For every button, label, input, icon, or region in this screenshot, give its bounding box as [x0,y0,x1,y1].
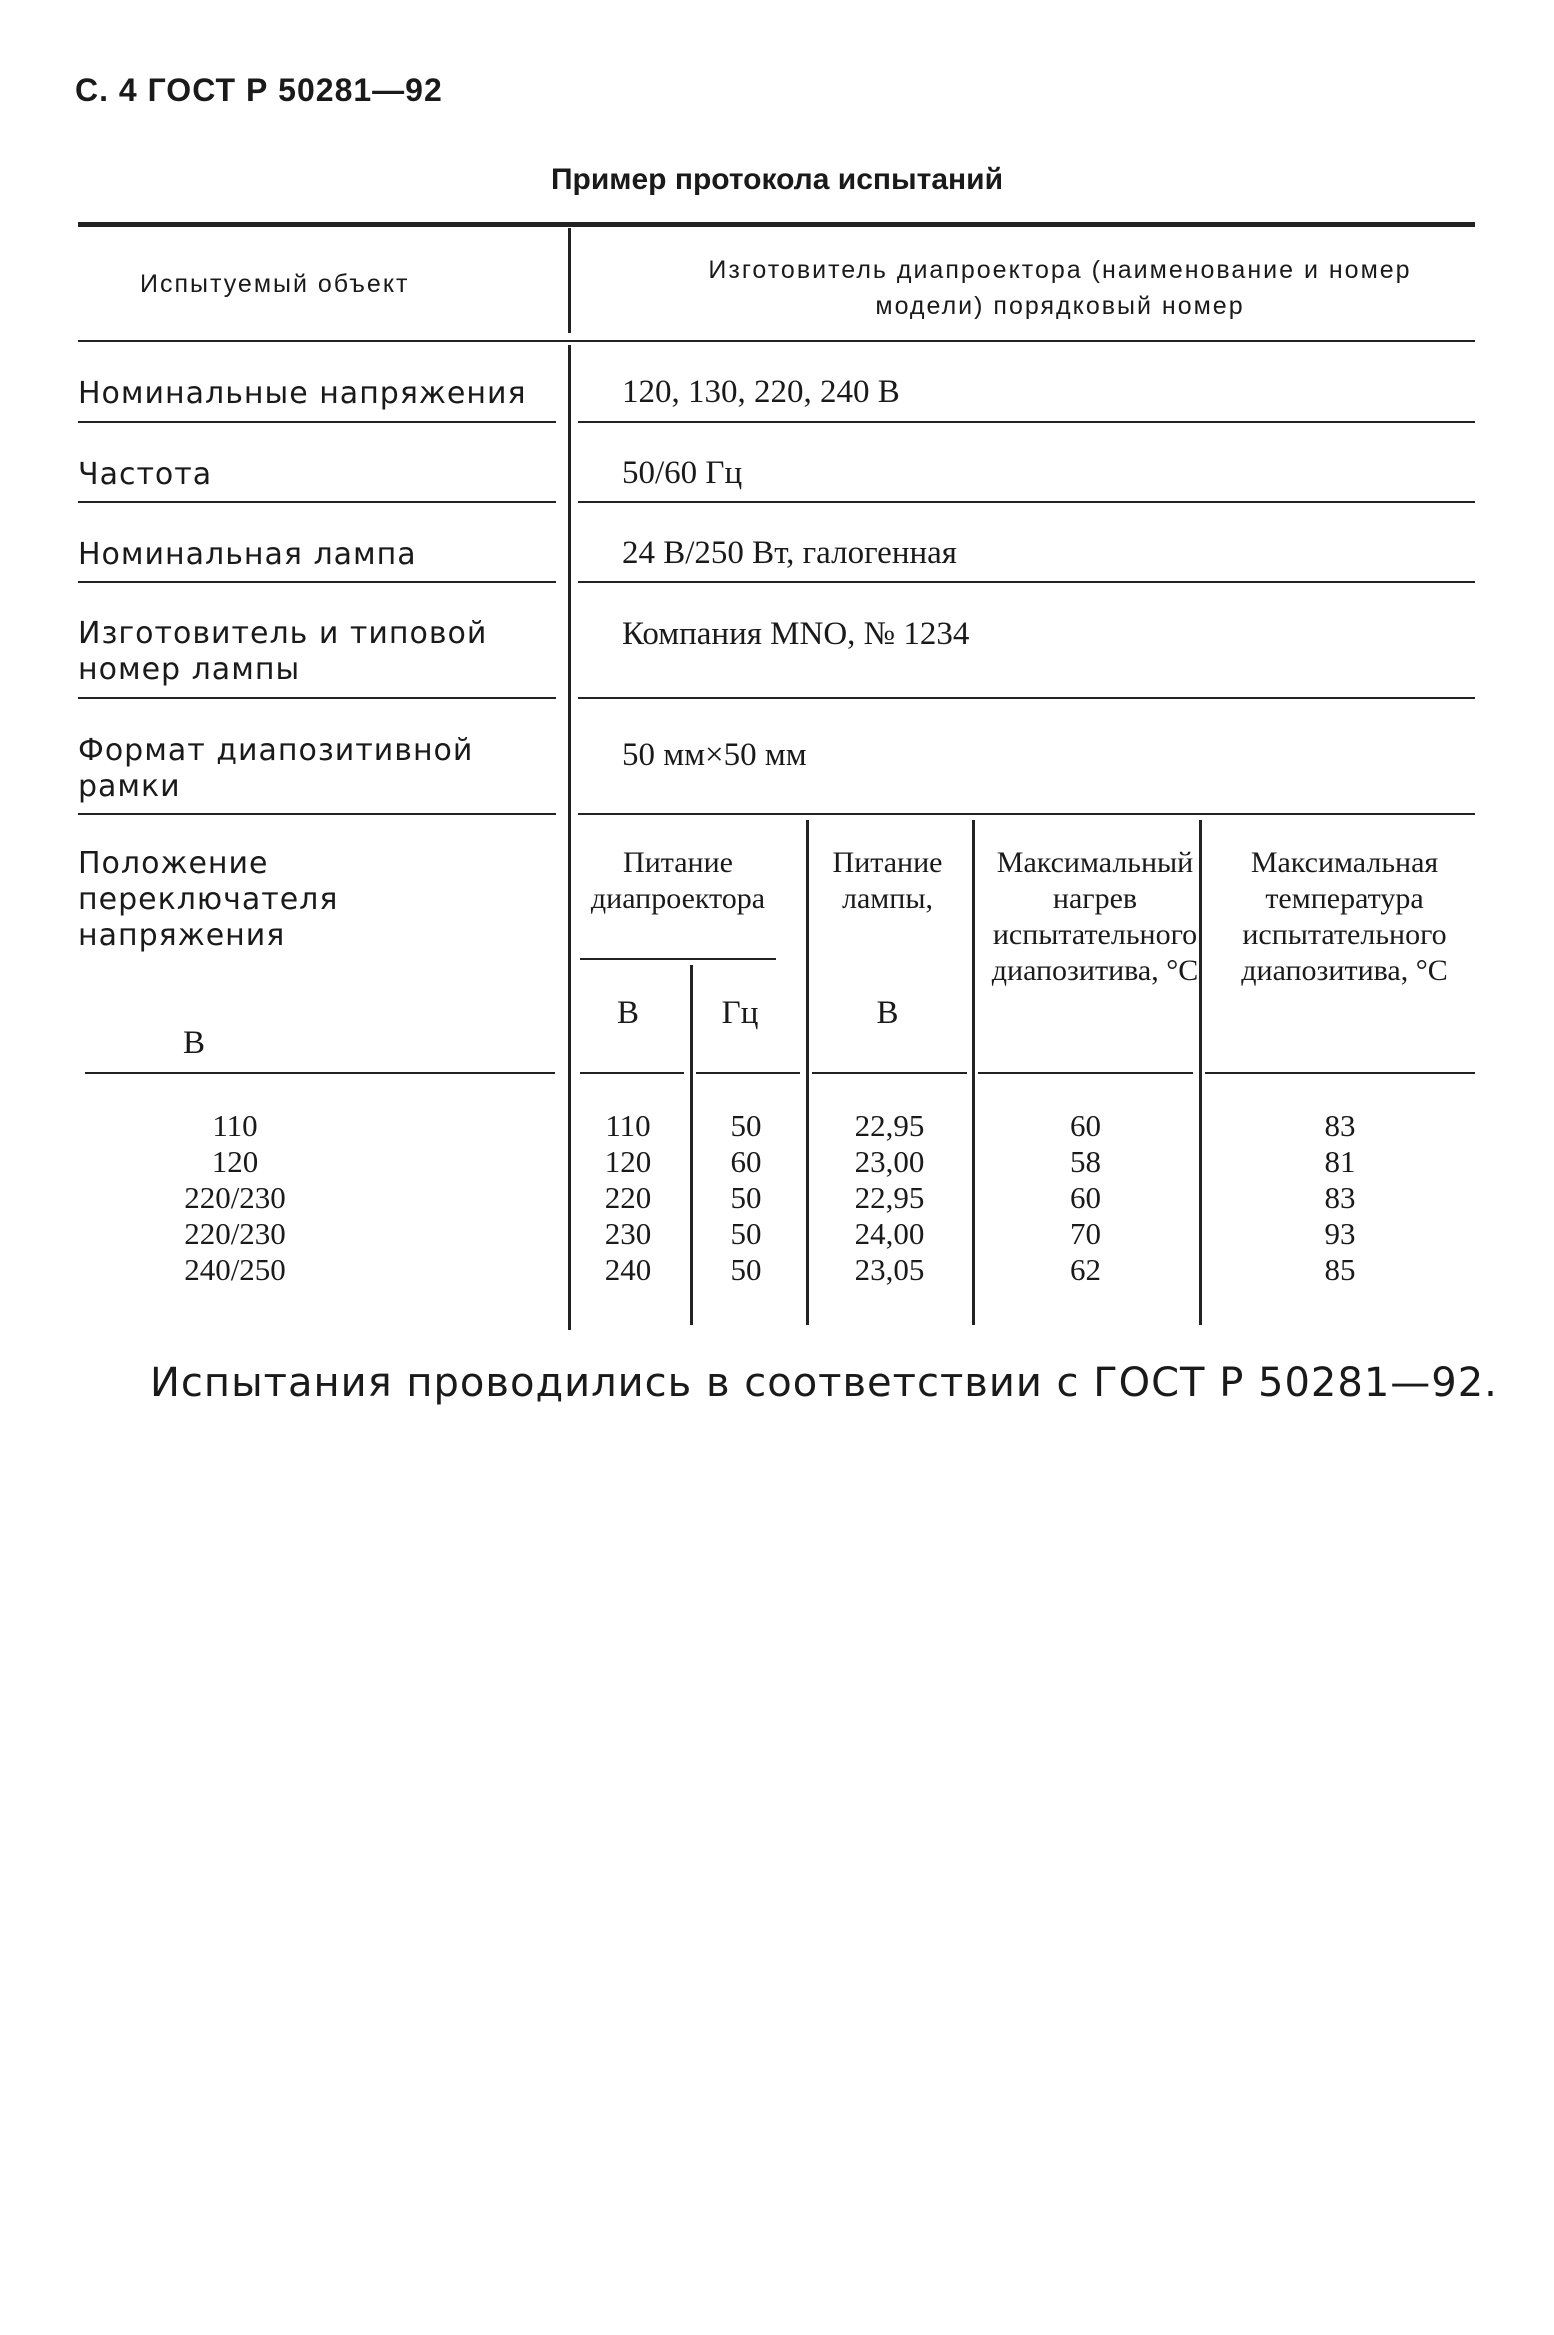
param-value: 120, 130, 220, 240 В [622,374,900,410]
cell-max-heating: 60 [1070,1108,1101,1143]
row-rule [78,697,556,699]
param-value: 50 мм×50 мм [622,737,807,773]
cell-lamp-v: 23,00 [854,1144,925,1179]
table-header-rule [580,1072,684,1074]
cell-max-temp: 81 [1324,1144,1356,1179]
table-header-rule [696,1072,800,1074]
row-rule [578,421,1475,423]
cell-switch: 220/230 [184,1180,286,1215]
header-bottom-rule [78,340,1475,342]
row-rule [578,501,1475,503]
cell-switch: 220/230 [184,1216,286,1251]
lamp-supply-header: Питание лампы, [832,846,943,915]
row-rule [78,813,556,815]
cell-max-temp: 85 [1324,1252,1356,1287]
table-header-rule [978,1072,1193,1074]
page-header: С. 4 ГОСТ Р 50281—92 [75,72,443,108]
cell-lamp-v: 22,95 [854,1180,925,1215]
projector-supply-header: Питание диапроектора [590,846,766,915]
cell-lamp-v: 22,95 [854,1108,925,1143]
row-rule [578,813,1475,815]
cell-projector-hz: 50 [730,1216,762,1251]
cell-projector-hz: 60 [730,1144,762,1179]
col-divider [1199,820,1202,1325]
switch-header: Положение переключателя напряжения [78,846,339,953]
cell-switch: 240/250 [184,1252,286,1287]
cell-projector-hz: 50 [730,1252,762,1287]
col-divider [806,820,809,1325]
max-temp-header: Максимальная температура испытательного диапозитива, °С [1241,846,1448,987]
param-label: Номинальная лампа [78,537,417,572]
cell-projector-v: 220 [604,1180,652,1215]
param-label: Формат диапозитивной рамки [78,733,474,804]
cell-switch: 110 [212,1108,258,1143]
col-divider [690,965,693,1325]
header-divider [568,228,571,333]
object-header-left: Испытуемый объект [140,270,410,298]
cell-projector-v: 110 [605,1108,651,1143]
projector-hz-header: Гц [721,995,759,1031]
cell-max-temp: 83 [1324,1108,1356,1143]
row-rule [578,697,1475,699]
param-label: Номинальные напряжения [78,376,527,411]
cell-max-heating: 58 [1070,1144,1101,1179]
main-divider [568,345,571,1330]
param-label: Частота [78,457,213,492]
param-label: Изготовитель и типовой номер лампы [78,616,488,687]
subheader-rule [580,958,776,960]
cell-max-temp: 83 [1324,1180,1356,1215]
cell-projector-hz: 50 [730,1108,762,1143]
cell-switch: 120 [211,1144,259,1179]
switch-unit: В [183,1025,206,1061]
projector-v-header: В [616,995,639,1031]
cell-max-heating: 62 [1070,1252,1101,1287]
table-top-rule [78,222,1475,227]
table-header-rule [1205,1072,1475,1074]
object-header-right: Изготовитель диапроектора (наименование и номер модели) порядковый номер [708,256,1412,320]
cell-projector-v: 240 [604,1252,652,1287]
max-heating-header: Максимальный нагрев испытательного диапозитива, °С [991,846,1199,987]
col-divider [972,820,975,1325]
param-value: 24 В/250 Вт, галогенная [622,535,957,571]
cell-lamp-v: 24,00 [854,1216,925,1251]
param-value: Компания MNO, № 1234 [622,616,970,652]
cell-lamp-v: 23,05 [854,1252,925,1287]
table-header-rule [812,1072,967,1074]
row-rule [78,421,556,423]
footer-note: Испытания проводились в соответствии с ГОСТ Р 50281—92. [150,1360,1498,1406]
table-header-rule [85,1072,555,1074]
row-rule [78,501,556,503]
cell-max-heating: 70 [1070,1216,1101,1251]
cell-projector-hz: 50 [730,1180,762,1215]
cell-projector-v: 230 [604,1216,652,1251]
cell-projector-v: 120 [604,1144,652,1179]
param-value: 50/60 Гц [622,455,743,491]
row-rule [78,581,556,583]
row-rule [578,581,1475,583]
lamp-unit-header: В [876,995,899,1031]
cell-max-heating: 60 [1070,1180,1101,1215]
page-title: Пример протокола испытаний [550,163,1004,196]
cell-max-temp: 93 [1324,1216,1356,1251]
